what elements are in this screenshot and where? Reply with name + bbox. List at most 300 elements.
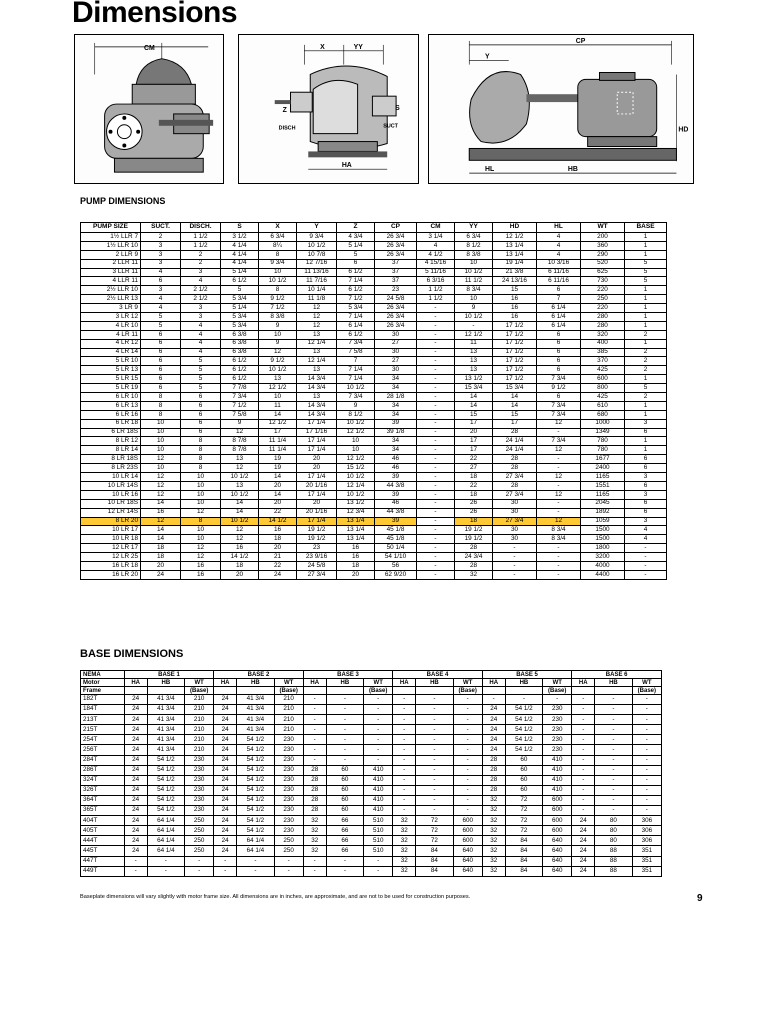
pump-row (81, 250, 667, 259)
base-cell: - (303, 715, 326, 725)
base-cell: - (326, 735, 363, 745)
pump-cell: 12 (181, 544, 221, 553)
base-cell: - (543, 695, 572, 705)
pump-cell: 1 (625, 446, 667, 455)
base-cell: 41 3/4 (237, 695, 274, 705)
pump-cell: 1 (625, 437, 667, 446)
pump-col-header: X (259, 223, 297, 233)
pump-motor-assembly-illustration (429, 35, 693, 183)
base-cell: 24 (124, 785, 147, 795)
base-cell: 41 3/4 (147, 745, 184, 755)
base-table-subheader-2 (81, 687, 662, 695)
base-cell: - (237, 856, 274, 866)
pump-cell: 9 3/4 (259, 259, 297, 268)
base-cell: - (303, 856, 326, 866)
pump-cell: 18 (259, 535, 297, 544)
base-cell: 32 (303, 836, 326, 846)
base-cell: - (393, 806, 416, 816)
base-cell: 54 1/2 (147, 775, 184, 785)
pump-cell: 10 (259, 393, 297, 402)
base-cell: 84 (416, 856, 453, 866)
pump-cell: 13 1/2 (455, 375, 493, 384)
base-row (81, 785, 662, 795)
pump-cell: 50 1/4 (375, 544, 417, 553)
base-subheader-blank (237, 687, 274, 695)
pump-cell: 13 (259, 375, 297, 384)
pump-row (81, 295, 667, 304)
pump-cell: 8 (181, 517, 221, 526)
base-cell: 600 (453, 826, 482, 836)
base-cell: - (595, 745, 632, 755)
base-cell: 410 (543, 785, 572, 795)
pump-cell: 4 (181, 277, 221, 286)
base-header-frame: Frame (81, 687, 125, 695)
fig2-label-yy: YY (353, 43, 363, 51)
pump-cell: 26 3/4 (375, 233, 417, 242)
base-subheader-blank (572, 687, 595, 695)
pump-cell: 6 1/2 (221, 277, 259, 286)
pump-cell: - (493, 570, 537, 579)
base-cell: 306 (632, 826, 661, 836)
pump-cell: 6 (625, 428, 667, 437)
pump-cell: 18 (337, 561, 375, 570)
fig3-label-y: Y (485, 53, 490, 61)
base-cell: 32 (393, 826, 416, 836)
base-cell: 230 (543, 715, 572, 725)
pump-cell: 6 (181, 428, 221, 437)
pump-cell: - (417, 401, 455, 410)
base-cell: 324T (81, 775, 125, 785)
base-cell: 24 (214, 725, 237, 735)
pump-cell: 17 (455, 446, 493, 455)
base-cell: 210 (274, 715, 303, 725)
pump-cell: 12 1/2 (337, 428, 375, 437)
pump-cell: 13 (455, 348, 493, 357)
pump-cell: 16 (493, 304, 537, 313)
base-row (81, 826, 662, 836)
pump-row (81, 357, 667, 366)
base-subheader-wt-base: (Base) (364, 687, 393, 695)
base-cell: - (416, 745, 453, 755)
base-cell: 24 (124, 806, 147, 816)
pump-cell: 27 3/4 (297, 570, 337, 579)
pump-cell: 2045 (581, 499, 625, 508)
base-cell: - (595, 695, 632, 705)
pump-cell: 7 3/4 (337, 393, 375, 402)
pump-cell: 1800 (581, 544, 625, 553)
pump-cell: 6 3/16 (417, 277, 455, 286)
pump-cell: 8 (181, 446, 221, 455)
pump-cell: 16 (141, 508, 181, 517)
base-cell: 351 (632, 866, 661, 876)
base-cell: - (572, 806, 595, 816)
pump-cell: 320 (581, 330, 625, 339)
base-cell: 54 1/2 (147, 785, 184, 795)
pump-cell: 26 (455, 508, 493, 517)
base-cell: 24 (214, 785, 237, 795)
pump-cell: 290 (581, 250, 625, 259)
pump-cell: 13 1/4 (493, 241, 537, 250)
pump-row (81, 375, 667, 384)
pump-cell: 1 1/2 (417, 286, 455, 295)
pump-cell: 9 1/2 (259, 295, 297, 304)
base-cell: - (185, 856, 214, 866)
base-cell: 24 (214, 836, 237, 846)
base-cell: - (632, 725, 661, 735)
pump-cell: 2½ LLR 10 (81, 286, 141, 295)
base-cell: 600 (543, 806, 572, 816)
pump-cell: - (537, 508, 581, 517)
base-cell: 24 (214, 846, 237, 856)
pump-cell: 30 (493, 526, 537, 535)
pump-cell: 6 (625, 508, 667, 517)
base-cell: 24 (124, 705, 147, 715)
pump-cell: 18 (221, 561, 259, 570)
base-cell: 24 (124, 755, 147, 765)
pump-cell: 425 (581, 366, 625, 375)
base-cell: 24 (124, 816, 147, 826)
base-cell: 600 (453, 816, 482, 826)
base-cell: - (393, 715, 416, 725)
base-cell: 286T (81, 765, 125, 775)
base-group-6: BASE 6 (572, 671, 662, 679)
pump-cell: 10 1/2 (455, 268, 493, 277)
pump-cell: 1500 (581, 526, 625, 535)
base-cell: 32 (482, 836, 505, 846)
pump-cell: 1 (625, 295, 667, 304)
pump-cell: 6 1/4 (537, 313, 581, 322)
base-cell: - (416, 755, 453, 765)
base-cell: 640 (543, 836, 572, 846)
pump-cell: 7 3/4 (221, 393, 259, 402)
base-cell: - (393, 725, 416, 735)
pump-cell: 780 (581, 446, 625, 455)
pump-cell: 2 LLR 11 (81, 259, 141, 268)
base-cell: 88 (595, 856, 632, 866)
base-cell: - (453, 795, 482, 805)
pump-cell: 12 (181, 508, 221, 517)
pump-cell: 28 (493, 481, 537, 490)
pump-cell: 12 LR 14S (81, 508, 141, 517)
pump-cell: 28 1/8 (375, 393, 417, 402)
pump-row (81, 446, 667, 455)
pump-cell: - (537, 464, 581, 473)
base-cell: - (393, 775, 416, 785)
base-cell: - (453, 785, 482, 795)
pump-cell: 220 (581, 286, 625, 295)
pump-cell: 2 (625, 366, 667, 375)
pump-cell: 13 1/4 (337, 517, 375, 526)
pump-cell: 6 (537, 357, 581, 366)
base-cell: 32 (482, 846, 505, 856)
base-cell: 250 (274, 836, 303, 846)
pump-cell: 15 (493, 410, 537, 419)
base-subheader-blank (416, 687, 453, 695)
pump-cell: 18 (455, 517, 493, 526)
pump-cell: 3 (181, 313, 221, 322)
pump-cell: 12 (297, 313, 337, 322)
base-cell: 28 (482, 765, 505, 775)
pump-cell: 6 (181, 410, 221, 419)
base-cell: 32 (482, 806, 505, 816)
base-cell: - (303, 755, 326, 765)
pump-cell: 17 1/2 (493, 348, 537, 357)
pump-cell: 20 (221, 570, 259, 579)
pump-cell: 62 9/20 (375, 570, 417, 579)
pump-cell: 6 LR 16 (81, 410, 141, 419)
base-cell: 250 (274, 846, 303, 856)
pump-cell: 13 (221, 481, 259, 490)
base-subheader-ha: HA (393, 679, 416, 687)
base-cell: 365T (81, 806, 125, 816)
pump-cell: 12 (141, 455, 181, 464)
base-cell: 60 (505, 775, 542, 785)
base-cell: - (364, 725, 393, 735)
pump-cell: 400 (581, 339, 625, 348)
base-cell: 60 (326, 806, 363, 816)
pump-cell: 4 (141, 295, 181, 304)
base-cell: - (572, 755, 595, 765)
pump-cell: 3 LR 9 (81, 304, 141, 313)
base-cell: 600 (453, 836, 482, 846)
pump-cell: 6 (141, 330, 181, 339)
pump-row (81, 481, 667, 490)
base-cell: - (595, 806, 632, 816)
pump-cell: 1 (625, 304, 667, 313)
base-cell: - (364, 695, 393, 705)
base-subheader-blank (595, 687, 632, 695)
pump-cell: 12 (221, 428, 259, 437)
page-title: Dimensions (72, 0, 238, 29)
pump-cell: 1 (625, 410, 667, 419)
pump-cell: 7 1/4 (337, 366, 375, 375)
pump-cell: 26 3/4 (375, 313, 417, 322)
pump-cell: 1 (625, 375, 667, 384)
pump-cell: 9 (337, 401, 375, 410)
pump-cell: 680 (581, 410, 625, 419)
pump-cell: 17 1/2 (493, 375, 537, 384)
pump-cell: 34 (375, 437, 417, 446)
pump-cell: 4 LLR 11 (81, 277, 141, 286)
pump-cell: 4 1/4 (221, 250, 259, 259)
base-cell: 28 (303, 806, 326, 816)
pump-cell: 2 1/2 (181, 295, 221, 304)
base-cell: - (572, 695, 595, 705)
pump-cell: 4000 (581, 561, 625, 570)
base-cell: 230 (274, 785, 303, 795)
pump-cell: 3 1/4 (417, 233, 455, 242)
pump-cell: 8 (259, 286, 297, 295)
base-cell: 284T (81, 755, 125, 765)
pump-cell: - (417, 348, 455, 357)
pump-cell: 1½ LLR 7 (81, 233, 141, 242)
base-cell: 32 (303, 846, 326, 856)
pump-cell: - (417, 535, 455, 544)
base-cell: 24 (214, 816, 237, 826)
pump-side-view-illustration (239, 35, 418, 183)
base-cell: 510 (364, 826, 393, 836)
pump-cell: 14 3/4 (297, 384, 337, 393)
pump-cell: 7 1/2 (221, 401, 259, 410)
base-cell: - (303, 745, 326, 755)
base-cell: 24 (482, 735, 505, 745)
pump-cell: 2 1/2 (181, 286, 221, 295)
pump-cell: 24 (141, 570, 181, 579)
pump-cell: 24 (259, 570, 297, 579)
pump-cell: 45 1/8 (375, 535, 417, 544)
pump-cell: - (417, 508, 455, 517)
base-row (81, 866, 662, 876)
pump-cell: 45 1/8 (375, 526, 417, 535)
base-cell: - (595, 785, 632, 795)
pump-cell: 5 LR 10 (81, 357, 141, 366)
base-cell: 24 (482, 715, 505, 725)
base-cell: - (416, 725, 453, 735)
base-subheader-hb: HB (505, 679, 542, 687)
pump-cell: 8 3/8 (455, 250, 493, 259)
pump-cell: 14 1/2 (259, 517, 297, 526)
base-cell: 54 1/2 (505, 715, 542, 725)
pump-row (81, 499, 667, 508)
base-cell: - (124, 866, 147, 876)
pump-row (81, 313, 667, 322)
base-cell: - (416, 735, 453, 745)
pump-cell: 9 (259, 321, 297, 330)
pump-dimensions-table (80, 222, 667, 580)
base-cell: 84 (505, 846, 542, 856)
base-subheader-ha: HA (124, 679, 147, 687)
pump-dimensions-heading: PUMP DIMENSIONS (80, 196, 166, 206)
pump-cell: 44 3/8 (375, 508, 417, 517)
pump-cell: 12 1/2 (337, 455, 375, 464)
pump-cell: 14 (221, 508, 259, 517)
base-cell: 640 (453, 846, 482, 856)
base-row (81, 725, 662, 735)
pump-cell: 730 (581, 277, 625, 286)
pump-cell: 8 (141, 401, 181, 410)
pump-row (81, 553, 667, 562)
pump-cell: 6 3/8 (221, 339, 259, 348)
pump-cell: 10 1/2 (221, 473, 259, 482)
pump-cell: - (417, 544, 455, 553)
base-cell: - (453, 765, 482, 775)
pump-cell: 30 (493, 535, 537, 544)
pump-cell: 8 3/8 (259, 313, 297, 322)
pump-cell: 800 (581, 384, 625, 393)
base-cell: - (632, 795, 661, 805)
pump-cell: 27 (375, 357, 417, 366)
pump-cell: 600 (581, 375, 625, 384)
base-cell: - (572, 775, 595, 785)
base-cell: - (185, 866, 214, 876)
base-cell: 54 1/2 (237, 755, 274, 765)
fig2-label-z: Z (282, 106, 287, 114)
pump-cell: 27 3/4 (493, 517, 537, 526)
base-cell: - (595, 715, 632, 725)
pump-cell: 20 1/16 (297, 508, 337, 517)
pump-cell: 3 (141, 259, 181, 268)
pump-cell: 1677 (581, 455, 625, 464)
pump-cell: - (537, 428, 581, 437)
pump-cell: 23 (375, 286, 417, 295)
pump-cell: 7 5/8 (337, 348, 375, 357)
pump-cell: - (417, 490, 455, 499)
pump-cell: 14 (141, 535, 181, 544)
pump-cell: 10 1/2 (337, 473, 375, 482)
pump-cell: - (417, 357, 455, 366)
pump-cell: 520 (581, 259, 625, 268)
pump-cell: 10 (141, 464, 181, 473)
pump-cell: - (417, 437, 455, 446)
pump-row (81, 508, 667, 517)
pump-cell: 24 5/8 (375, 295, 417, 304)
pump-cell: 5 (181, 384, 221, 393)
base-cell: - (453, 725, 482, 735)
base-cell: 54 1/2 (237, 816, 274, 826)
pump-cell: 15 3/4 (493, 384, 537, 393)
base-cell: 32 (482, 826, 505, 836)
pump-cell: 4 LR 12 (81, 339, 141, 348)
pump-cell: 12 (181, 553, 221, 562)
pump-cell: 10 7/8 (297, 250, 337, 259)
base-cell: 24 (214, 775, 237, 785)
pump-cell: 19 1/2 (297, 526, 337, 535)
pump-cell: 12 3/4 (337, 508, 375, 517)
base-row (81, 765, 662, 775)
pump-cell: 3 1/2 (221, 233, 259, 242)
base-cell: 210 (185, 725, 214, 735)
base-cell: 230 (274, 775, 303, 785)
base-subheader-hb: HB (326, 679, 363, 687)
base-cell: 84 (505, 856, 542, 866)
base-cell: - (632, 745, 661, 755)
pump-cell: 24 13/16 (493, 277, 537, 286)
base-cell: 410 (364, 806, 393, 816)
base-cell: - (124, 856, 147, 866)
pump-cell: 16 (221, 544, 259, 553)
pump-cell: 12 LR 25 (81, 553, 141, 562)
pump-cell: 22 (259, 561, 297, 570)
pump-cell: 54 1/10 (375, 553, 417, 562)
pump-cell: 10 (141, 437, 181, 446)
base-cell: - (416, 695, 453, 705)
pump-cell: 2 LLR 9 (81, 250, 141, 259)
base-subheader-blank (214, 687, 237, 695)
base-cell: 64 1/4 (147, 816, 184, 826)
pump-cell: 4 (625, 526, 667, 535)
base-cell: 24 (124, 826, 147, 836)
pump-row (81, 437, 667, 446)
base-subheader-wt-base: (Base) (274, 687, 303, 695)
base-cell: 24 (214, 745, 237, 755)
pump-cell: 8 (141, 393, 181, 402)
base-cell: 230 (274, 816, 303, 826)
pump-cell: - (537, 481, 581, 490)
base-cell: 449T (81, 866, 125, 876)
base-cell: - (326, 725, 363, 735)
base-cell: 32 (393, 866, 416, 876)
pump-cell: 4 (181, 348, 221, 357)
pump-cell: 34 (375, 384, 417, 393)
pump-cell: 5 LR 13 (81, 366, 141, 375)
pump-cell: 34 (375, 410, 417, 419)
pump-cell: 200 (581, 233, 625, 242)
pump-cell: 13 (297, 366, 337, 375)
fig3-label-hd: HD (678, 126, 689, 134)
base-cell: - (453, 806, 482, 816)
pump-cell: 14 3/4 (297, 401, 337, 410)
pump-row (81, 570, 667, 579)
